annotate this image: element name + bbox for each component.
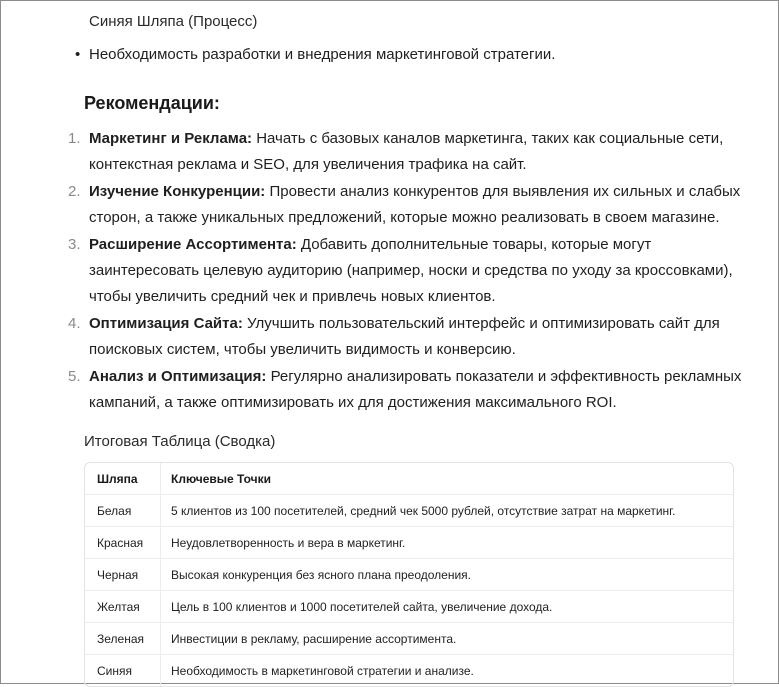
cell-key-points: Инвестиции в рекламу, расширение ассортимента. (161, 623, 734, 655)
cell-hat: Синяя (85, 655, 161, 687)
bullet-text: Необходимость разработки и внедрения маркетинговой стратегии. (89, 46, 556, 63)
table-row (85, 527, 733, 559)
recommendation-item (62, 232, 742, 310)
table-row (85, 495, 733, 527)
cell-hat: Желтая (85, 591, 161, 623)
cell-key-points: Цель в 100 клиентов и 1000 посетителей сайта, увеличение дохода. (161, 591, 734, 623)
item-title: Маркетинг и Реклама: (89, 130, 253, 147)
column-header-hat: Шляпа (85, 463, 161, 495)
item-number: 1. (68, 130, 81, 147)
item-title: Изучение Конкуренции: (89, 183, 266, 200)
cell-key-points: Необходимость в маркетинговой стратегии и анализе. (171, 663, 474, 678)
item-text: Добавить дополнительные товары, которые могут заинтересовать целевую аудиторию (например, носки и средства по уходу за кроссовками), чтобы увеличить средний чек и привлечь новых клиентов. (89, 236, 733, 305)
blue-hat-label: Синяя Шляпа (Процесс) (89, 13, 258, 30)
recommendation-item (62, 179, 742, 231)
cell-hat: Красная (85, 527, 161, 559)
item-title: Расширение Ассортимента: (89, 236, 297, 253)
item-title: Оптимизация Сайта: (89, 315, 243, 332)
recommendations-heading: Рекомендации: (84, 93, 220, 113)
item-number: 2. (68, 183, 81, 200)
summary-table (84, 462, 734, 687)
item-text: Регулярно анализировать показатели и эффективность рекламных кампаний, а также оптимизировать их для достижения максимального ROI. (89, 368, 742, 411)
bullet-dot-icon: • (75, 46, 81, 63)
item-text: Начать с базовых каналов маркетинга, таких как социальные сети, контекстная реклама и SEO, для увеличения трафика на сайт. (89, 130, 724, 173)
recommendation-item (62, 311, 742, 363)
cell-hat: Черная (85, 559, 161, 591)
item-number: 5. (68, 368, 81, 385)
cell-key-points: Высокая конкуренция без ясного плана преодоления. (161, 559, 734, 591)
column-header-key-points: Ключевые Точки (161, 463, 734, 495)
recommendations-list (62, 126, 742, 417)
item-number: 3. (68, 236, 81, 253)
recommendation-item (62, 364, 742, 416)
table-row (85, 623, 733, 655)
cell-hat: Зеленая (85, 623, 161, 655)
table-row (85, 655, 733, 687)
table-row (85, 559, 733, 591)
item-text: Провести анализ конкурентов для выявления их сильных и слабых сторон, а также уникальных предложений, которые можно реализовать в своем магазине. (89, 183, 741, 226)
item-text: Улучшить пользовательский интерфейс и оптимизировать сайт для поисковых систем, чтобы увеличить видимость и конверсию. (89, 315, 720, 358)
table-row (85, 591, 733, 623)
cell-key-points: 5 клиентов из 100 посетителей, средний чек 5000 рублей, отсутствие затрат на маркетинг. (161, 495, 734, 527)
summary-table-caption: Итоговая Таблица (Сводка) (84, 433, 276, 450)
cell-hat: Белая (85, 495, 161, 527)
item-number: 4. (68, 315, 81, 332)
item-title: Анализ и Оптимизация: (89, 368, 267, 385)
table-header-row (85, 463, 733, 495)
cell-key-points: Неудовлетворенность и вера в маркетинг. (161, 527, 734, 559)
recommendation-item (62, 126, 742, 178)
